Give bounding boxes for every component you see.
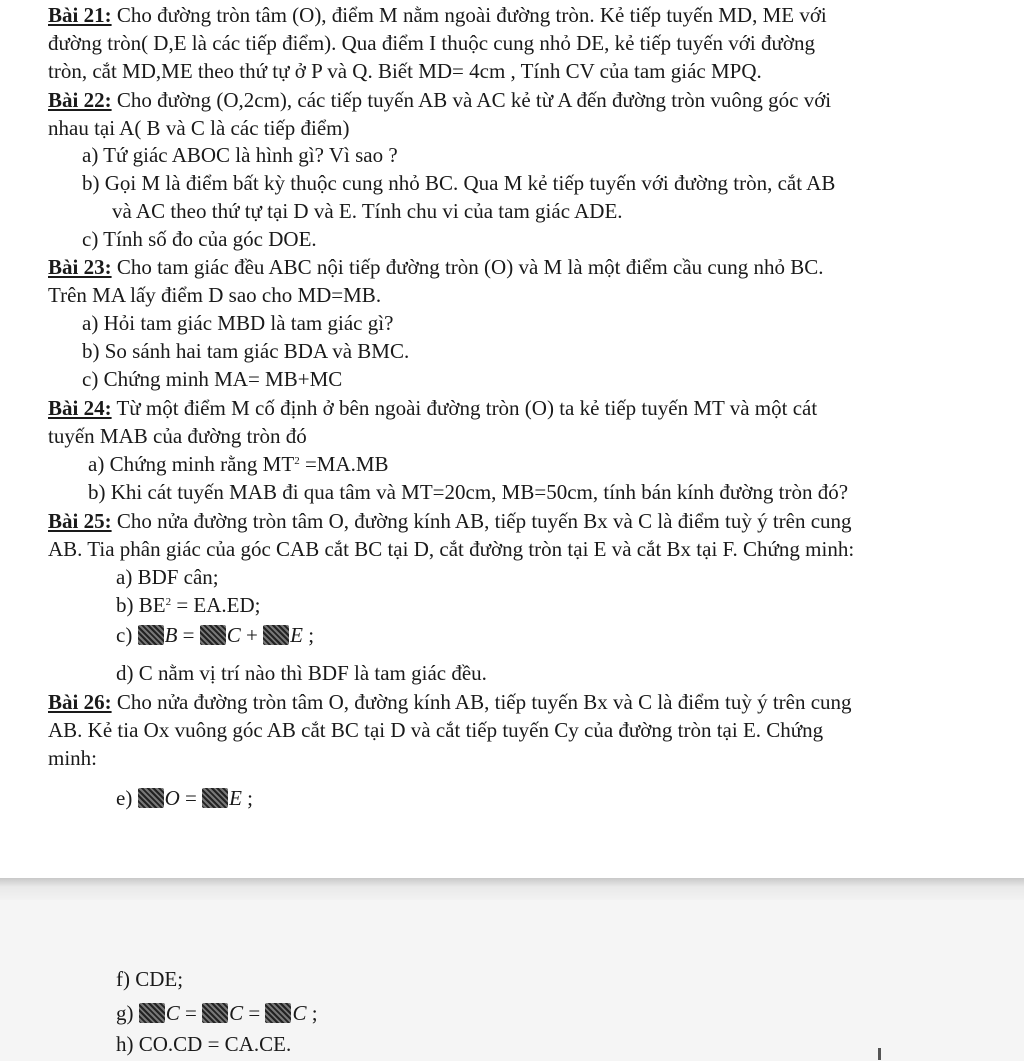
bai26-item-e: e) O = E ;: [116, 786, 254, 810]
garbled-angle-glyph: [200, 625, 226, 645]
bai25-item-a: a) BDF cân;: [116, 565, 219, 589]
bai23-item-a: a) Hỏi tam giác MBD là tam giác gì?: [82, 311, 394, 335]
bai26-line-3: minh:: [48, 746, 98, 770]
bai21-line-1: Bài 21: Cho đường tròn tâm (O), điểm M nằm ngoài đường tròn. Kẻ tiếp tuyến MD, ME với: [48, 3, 827, 27]
bai23-heading: Bài 23:: [48, 255, 112, 279]
bai22-item-b-line-2: và AC theo thứ tự tại D và E. Tính chu vi của tam giác ADE.: [112, 199, 623, 223]
bai25-item-d: d) C nằm vị trí nào thì BDF là tam giác đều.: [116, 661, 487, 685]
bai21-heading: Bài 21:: [48, 3, 112, 27]
bai22-line-2: nhau tại A( B và C là các tiếp điểm): [48, 116, 350, 140]
bai25-heading: Bài 25:: [48, 509, 112, 533]
bai23-line-1: Bài 23: Cho tam giác đều ABC nội tiếp đường tròn (O) và M là một điểm cầu cung nhỏ BC.: [48, 255, 824, 279]
garbled-angle-glyph: [138, 788, 164, 808]
bai22-line-1: Bài 22: Cho đường (O,2cm), các tiếp tuyến AB và AC kẻ từ A đến đường tròn vuông góc với: [48, 88, 832, 112]
bai23-item-b: b) So sánh hai tam giác BDA và BMC.: [82, 339, 410, 363]
bai25-item-c: c) B = C + E ;: [116, 623, 315, 647]
bai21-line-2: đường tròn( D,E là các tiếp điểm). Qua điểm I thuộc cung nhỏ DE, kẻ tiếp tuyến với đường: [48, 31, 815, 55]
bai24-line-2: tuyến MAB của đường tròn đó: [48, 424, 307, 448]
bai24-line-1: Bài 24: Từ một điểm M cố định ở bên ngoài đường tròn (O) ta kẻ tiếp tuyến MT và một cát: [48, 396, 818, 420]
page2-item-f: f) CDE;: [116, 967, 184, 991]
garbled-angle-glyph: [265, 1003, 291, 1023]
bai26-line-2: AB. Kẻ tia Ox vuông góc AB cắt BC tại D và cắt tiếp tuyến Cy của đường tròn tại E. Chứng: [48, 718, 824, 742]
footer-mark: [878, 1048, 881, 1060]
bai22-item-b-line-1: b) Gọi M là điểm bất kỳ thuộc cung nhỏ BC. Qua M kẻ tiếp tuyến với đường tròn, cắt AB: [82, 171, 836, 195]
bai22-item-a: a) Tứ giác ABOC là hình gì? Vì sao ?: [82, 143, 398, 167]
bai25-line-1: Bài 25: Cho nửa đường tròn tâm O, đường kính AB, tiếp tuyến Bx và C là điểm tuỳ ý trên cung: [48, 509, 852, 533]
bai26-heading: Bài 26:: [48, 690, 112, 714]
garbled-angle-glyph: [263, 625, 289, 645]
page2-item-g: g) C = C = C ;: [116, 1001, 318, 1025]
bai22-item-c: c) Tính số đo của góc DOE.: [82, 227, 317, 251]
garbled-angle-glyph: [202, 1003, 228, 1023]
page-break-shadow: [0, 878, 1024, 900]
bai22-heading: Bài 22:: [48, 88, 112, 112]
bai21-line-3: tròn, cắt MD,ME theo thứ tự ở P và Q. Biết MD= 4cm , Tính CV của tam giác MPQ.: [48, 59, 762, 83]
page2-item-h: h) CO.CD = CA.CE.: [116, 1032, 292, 1056]
bai26-line-1: Bài 26: Cho nửa đường tròn tâm O, đường kính AB, tiếp tuyến Bx và C là điểm tuỳ ý trên cung: [48, 690, 852, 714]
bai24-item-a: a) Chứng minh rằng $MT^2 =MA.MB$: [88, 452, 389, 476]
bai25-line-2: AB. Tia phân giác của góc CAB cắt BC tại D, cắt đường tròn tại E và cắt Bx tại F. Chứng minh:: [48, 537, 855, 561]
bai23-item-c: c) Chứng minh MA= MB+MC: [82, 367, 343, 391]
garbled-angle-glyph: [138, 625, 164, 645]
bai23-line-2: Trên MA lấy điểm D sao cho MD=MB.: [48, 283, 382, 307]
bai24-heading: Bài 24:: [48, 396, 112, 420]
bai24-item-b: b) Khi cát tuyến MAB đi qua tâm và MT=20cm, MB=50cm, tính bán kính đường tròn đó?: [88, 480, 849, 504]
bai25-item-b: b) $BE^2 = EA.ED$;: [116, 593, 261, 617]
garbled-angle-glyph: [202, 788, 228, 808]
document-page-2: [0, 900, 1024, 1061]
garbled-angle-glyph: [139, 1003, 165, 1023]
